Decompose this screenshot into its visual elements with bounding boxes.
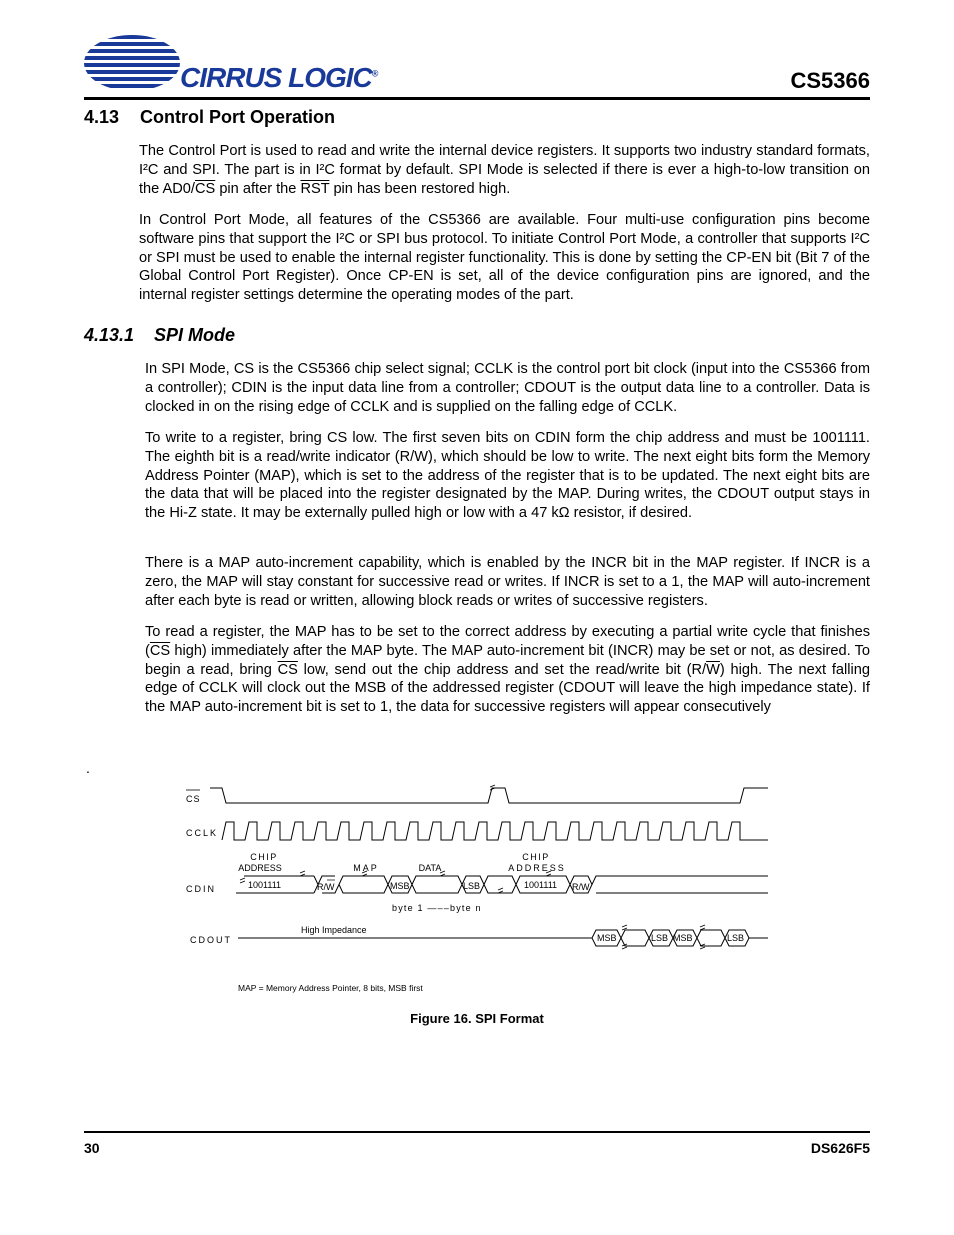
- spi-timing-diagram: [0, 770, 954, 1010]
- subsection-number: 4.13.1: [84, 325, 135, 345]
- stray-dot: .: [86, 760, 90, 776]
- cdout-msb-1: MSB: [597, 933, 617, 943]
- part-number: CS5366: [790, 68, 870, 93]
- chip-label-1: CHIP: [250, 852, 278, 862]
- spi-paragraph-2: To write to a register, bring CS low. The first seven bits on CDIN form the chip address and must be 1001111. The eighth bit is a read/write indicator (R/W), which should be low to write. The next eight bits form the Memory Address Pointer (MAP), which is set to the address of the register that is to be updated. The next eight bits are the data that will be placed into the register designated by the MAP. During writes, the CDOUT output stays in the Hi-Z state. It may be externally pulled high or low with a 47 kΩ resistor, if desired.: [145, 430, 870, 522]
- cdout-label: CDOUT: [190, 935, 232, 945]
- cdin-waveform: [236, 876, 768, 893]
- data-label: DATA: [418, 863, 442, 873]
- cs-label: CS: [186, 794, 201, 804]
- cdin-label: CDIN: [186, 884, 216, 894]
- header-rule: [84, 97, 870, 100]
- section-paragraph-2: In Control Port Mode, all features of the CS5366 are available. Four multi-use configuration pins become software pins that support the I²C or SPI bus protocol. To initiate Control Port Mode, a controller that supports I²C or SPI must be used to enable the internal register functionality. This is done by setting the CP-EN bit (Bit 7 of the Global Control Port Register). Once CP-EN is set, all of the device configuration pins are ignored, and the internal register settings determine the operating modes of the part.: [139, 212, 870, 304]
- figure-caption: Figure 16. SPI Format: [410, 1011, 544, 1026]
- subsection-heading: [84, 325, 235, 346]
- section-number: 4.13: [84, 107, 120, 127]
- cdin-lsb: LSB: [463, 881, 481, 891]
- section-heading: [84, 107, 335, 128]
- logo-text: CIRRUS LOGIC®: [180, 62, 378, 93]
- cs-waveform: [210, 788, 768, 803]
- high-impedance-label: High Impedance: [301, 925, 367, 935]
- section-title: Control Port Operation: [140, 107, 335, 127]
- rw-label-2: R/W: [572, 882, 590, 892]
- cclk-label: CCLK: [186, 828, 219, 838]
- addr-value-1: 1001111: [248, 880, 282, 890]
- addr-value-2: 1001111: [524, 880, 558, 890]
- document-id: DS626F5: [810, 1140, 870, 1156]
- cdin-msb: MSB: [390, 881, 410, 891]
- spi-paragraph-4: To read a register, the MAP has to be set to the correct address by executing a partial write cycle that finishes ($\overline{CS}$ high) immediately after the MAP byte. The MAP auto-increment bit (INCR) may be set or not, as desired. To begin a read, bring $\overline{CS}$ low, send out the chip address and set the read/write bit $(R/\overline{W})$ high. The next falling edge of CCLK will clock out the MSB of the addressed register (CDOUT will leave the high impedance state). If the MAP auto-increment bit is set to 1, the data for successive registers will appear consecutively: [145, 624, 870, 716]
- byte-range-label: byte 1 —––byte n: [392, 903, 482, 913]
- cdout-lsb-1: LSB: [651, 933, 669, 943]
- cdout-msb-2: MSB: [673, 933, 693, 943]
- address-label-1: ADDRESS: [238, 863, 282, 873]
- footer-rule: [84, 1131, 870, 1133]
- spi-paragraph-1: In SPI Mode, CS is the CS5366 chip select signal; CCLK is the control port bit clock (input into the CS5366 from a controller); CDIN is the input data line from a controller; CDOUT is the output data line to a controller. Data is clocked in on the rising edge of CCLK and is supplied on the falling edge of CCLK.: [145, 361, 870, 415]
- section-paragraph-1: The Control Port is used to read and write the internal device registers. It supports two industry standard formats, I²C and SPI. The part is in I²C format by default. SPI Mode is selected if there is ever a high-to-low transition on the $AD0/\overline{CS}$ pin after the $\overline{RST}$ pin has been restored high.: [139, 143, 870, 197]
- subsection-title: SPI Mode: [154, 325, 236, 345]
- rw-label-1: R/W: [317, 882, 335, 892]
- map-note: MAP = Memory Address Pointer, 8 bits, MSB first: [238, 983, 423, 993]
- address-label-2: ADDRESS: [508, 863, 566, 873]
- page-number: 30: [84, 1140, 100, 1156]
- cclk-waveform: [222, 822, 768, 840]
- spi-paragraph-3: There is a MAP auto-increment capability, which is enabled by the INCR bit in the MAP register. If INCR is a zero, the MAP will stay constant for successive read or writes. If INCR is set to a 1, the MAP will auto-increment after each byte is read or written, allowing block reads or writes of successive registers.: [145, 555, 870, 609]
- chip-label-2: CHIP: [522, 852, 550, 862]
- cdout-lsb-2: LSB: [727, 933, 745, 943]
- map-label: MAP: [353, 863, 379, 873]
